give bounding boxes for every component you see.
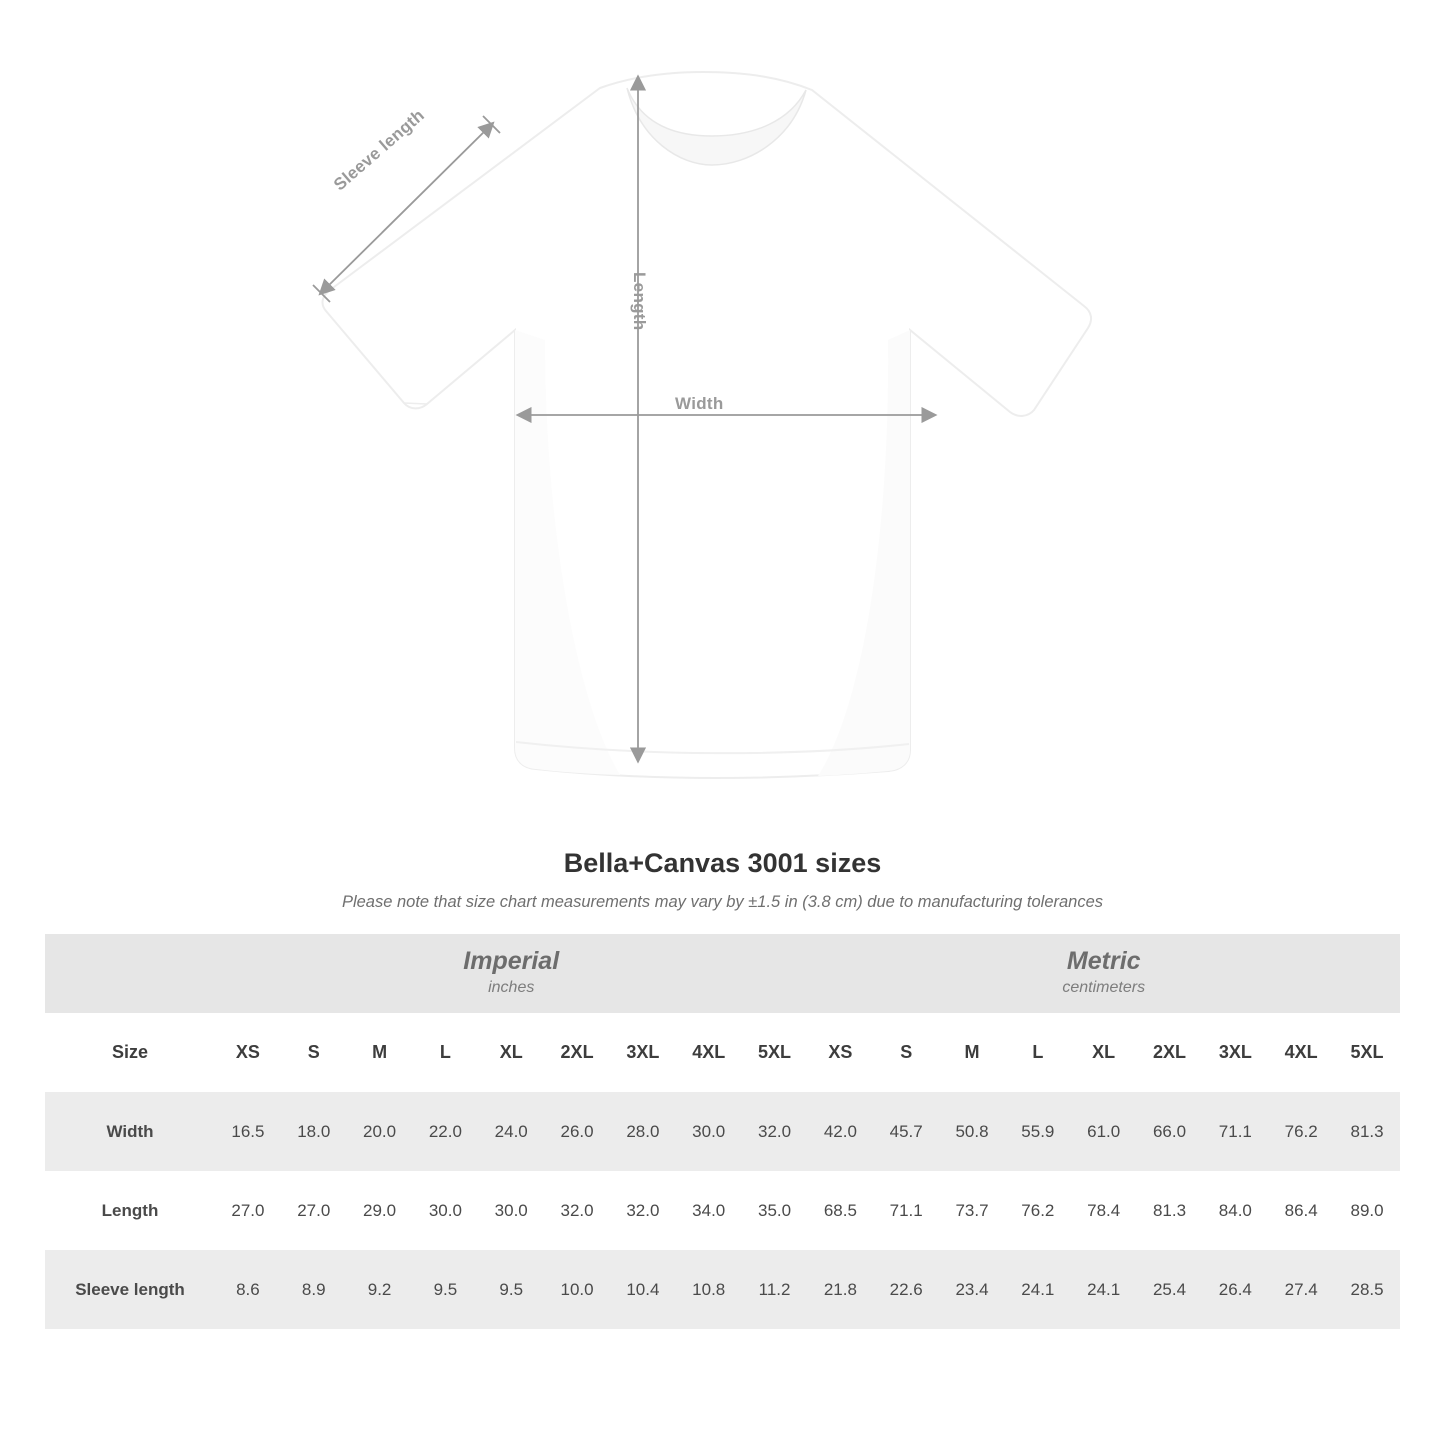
size-col-2xl-imperial: 2XL: [544, 1013, 610, 1092]
cell-length-6: 32.0: [610, 1171, 676, 1250]
unit-header-spacer: [45, 934, 215, 1013]
row-label-length: Length: [45, 1171, 215, 1250]
cell-width-3: 22.0: [412, 1092, 478, 1171]
cell-width-4: 24.0: [478, 1092, 544, 1171]
imperial-group-header: [215, 934, 807, 1013]
imperial-subtitle: inches: [488, 978, 535, 996]
width-label: Width: [675, 394, 724, 413]
size-col-xl-metric: XL: [1071, 1013, 1137, 1092]
size-header-label: Size: [45, 1013, 215, 1092]
metric-title: Metric: [1066, 947, 1141, 976]
cell-length-16: 86.4: [1268, 1171, 1334, 1250]
cell-width-12: 55.9: [1005, 1092, 1071, 1171]
row-label-width: Width: [45, 1092, 215, 1171]
cell-sleeve-17: 28.5: [1334, 1250, 1400, 1329]
cell-width-8: 32.0: [742, 1092, 808, 1171]
size-header-row: [45, 1013, 1400, 1092]
cell-sleeve-12: 24.1: [1005, 1250, 1071, 1329]
cell-sleeve-2: 9.2: [347, 1250, 413, 1329]
cell-width-14: 66.0: [1137, 1092, 1203, 1171]
size-col-3xl-metric: 3XL: [1202, 1013, 1268, 1092]
cell-sleeve-10: 22.6: [873, 1250, 939, 1329]
cell-width-13: 61.0: [1071, 1092, 1137, 1171]
size-col-m-metric: M: [939, 1013, 1005, 1092]
size-col-3xl-imperial: 3XL: [610, 1013, 676, 1092]
cell-length-17: 89.0: [1334, 1171, 1400, 1250]
cell-sleeve-11: 23.4: [939, 1250, 1005, 1329]
length-label: Length: [630, 272, 649, 331]
size-col-4xl-metric: 4XL: [1268, 1013, 1334, 1092]
cell-length-5: 32.0: [544, 1171, 610, 1250]
cell-length-0: 27.0: [215, 1171, 281, 1250]
size-col-xl-imperial: XL: [478, 1013, 544, 1092]
cell-width-16: 76.2: [1268, 1092, 1334, 1171]
table-row-length: [45, 1171, 1400, 1250]
cell-length-7: 34.0: [676, 1171, 742, 1250]
size-col-s-imperial: S: [281, 1013, 347, 1092]
cell-length-11: 73.7: [939, 1171, 1005, 1250]
size-col-5xl-metric: 5XL: [1334, 1013, 1400, 1092]
cell-sleeve-13: 24.1: [1071, 1250, 1137, 1329]
cell-sleeve-8: 11.2: [742, 1250, 808, 1329]
cell-length-15: 84.0: [1202, 1171, 1268, 1250]
tolerance-note: Please note that size chart measurements may vary by ±1.5 in (3.8 cm) due to manufacturing tolerances: [341, 893, 1104, 911]
sleeve-length-label: Sleeve length: [330, 105, 429, 195]
cell-length-1: 27.0: [281, 1171, 347, 1250]
cell-sleeve-16: 27.4: [1268, 1250, 1334, 1329]
cell-width-9: 42.0: [807, 1092, 873, 1171]
table-row-width: [45, 1092, 1400, 1171]
cell-sleeve-4: 9.5: [478, 1250, 544, 1329]
cell-sleeve-15: 26.4: [1202, 1250, 1268, 1329]
cell-length-13: 78.4: [1071, 1171, 1137, 1250]
cell-sleeve-0: 8.6: [215, 1250, 281, 1329]
cell-length-14: 81.3: [1137, 1171, 1203, 1250]
size-col-m-imperial: M: [347, 1013, 413, 1092]
cell-width-10: 45.7: [873, 1092, 939, 1171]
cell-width-15: 71.1: [1202, 1092, 1268, 1171]
cell-sleeve-5: 10.0: [544, 1250, 610, 1329]
cell-width-5: 26.0: [544, 1092, 610, 1171]
metric-group-header: [807, 934, 1400, 1013]
cell-width-2: 20.0: [347, 1092, 413, 1171]
cell-length-3: 30.0: [412, 1171, 478, 1250]
size-col-5xl-imperial: 5XL: [742, 1013, 808, 1092]
unit-header-row: [45, 934, 1400, 1013]
size-col-l-imperial: L: [412, 1013, 478, 1092]
cell-length-2: 29.0: [347, 1171, 413, 1250]
cell-sleeve-3: 9.5: [412, 1250, 478, 1329]
cell-width-7: 30.0: [676, 1092, 742, 1171]
cell-width-17: 81.3: [1334, 1092, 1400, 1171]
cell-sleeve-14: 25.4: [1137, 1250, 1203, 1329]
cell-length-12: 76.2: [1005, 1171, 1071, 1250]
size-table-wrapper: [45, 934, 1400, 1329]
size-col-l-metric: L: [1005, 1013, 1071, 1092]
cell-width-11: 50.8: [939, 1092, 1005, 1171]
size-table: [45, 934, 1400, 1329]
cell-length-4: 30.0: [478, 1171, 544, 1250]
page-title: Bella+Canvas 3001 sizes: [563, 848, 882, 878]
cell-sleeve-7: 10.8: [676, 1250, 742, 1329]
size-col-xs-metric: XS: [807, 1013, 873, 1092]
size-col-xs-imperial: XS: [215, 1013, 281, 1092]
title-block: [0, 848, 1445, 912]
imperial-title: Imperial: [463, 947, 560, 976]
cell-sleeve-1: 8.9: [281, 1250, 347, 1329]
cell-sleeve-9: 21.8: [807, 1250, 873, 1329]
size-col-4xl-imperial: 4XL: [676, 1013, 742, 1092]
cell-length-8: 35.0: [742, 1171, 808, 1250]
size-col-2xl-metric: 2XL: [1137, 1013, 1203, 1092]
row-label-sleeve-length: Sleeve length: [45, 1250, 215, 1329]
table-row-sleeve-length: [45, 1250, 1400, 1329]
size-col-s-metric: S: [873, 1013, 939, 1092]
cell-width-1: 18.0: [281, 1092, 347, 1171]
cell-width-6: 28.0: [610, 1092, 676, 1171]
cell-length-10: 71.1: [873, 1171, 939, 1250]
metric-subtitle: centimeters: [1062, 978, 1146, 996]
cell-length-9: 68.5: [807, 1171, 873, 1250]
cell-sleeve-6: 10.4: [610, 1250, 676, 1329]
cell-width-0: 16.5: [215, 1092, 281, 1171]
